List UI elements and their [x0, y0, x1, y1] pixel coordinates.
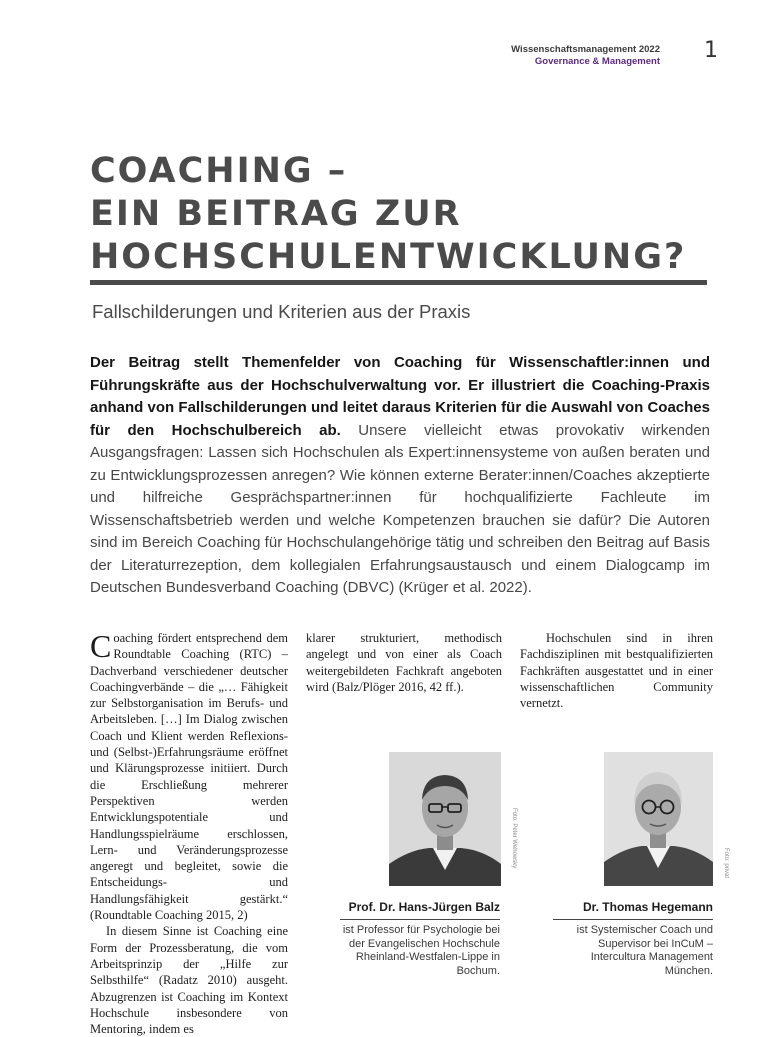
- body-paragraph: In diesem Sinne ist Coaching eine Form der Prozessberatung, die vom Arbeitsprinzip der „Hilfe zur Selbsthilfe“ (Radatz 2010) ausgeht. Abzugrenzen ist Coaching im Kontext Hochschule insbesondere von Mentoring, indem es: [90, 924, 288, 1037]
- section-name: Governance & Management: [534, 56, 660, 67]
- drop-cap: C: [90, 628, 112, 664]
- author-name: Prof. Dr. Hans-Jürgen Balz: [340, 900, 500, 920]
- author-bio-balz: [340, 900, 500, 978]
- author-description: ist Professor für Psychologie bei der Evangelischen Hochschule Rheinland-Westfalen-Lippe in Bochum.: [342, 924, 500, 977]
- author-name: Dr. Thomas Hegemann: [553, 900, 713, 920]
- lead-regular-text: Unsere vielleicht etwas provokativ wirkenden Ausgangsfragen: Lassen sich Hochschulen als Expert:innensysteme von außen beraten und zu Entwicklungsprozessen anregen? Wie können externe Berater:innen/Coaches akzeptierte und hilfreiche Gesprächspartner:innen für hochqualifizierte Fachleute im Wissenschaftsbetrieb werden und welche Kompetenzen brauchen sie dafür? Die Autoren sind im Bereich Coaching für Hochschulangehörige tätig und schreiben den Beitrag auf Basis der Literaturrezeption, dem kollegialen Erfahrungsaustausch und einem Dialogcamp im Deutschen Bundesverband Coaching (DBVC) (Krüger et al. 2022).: [90, 421, 711, 596]
- title-line-3: HOCHSCHULENTWICKLUNG?: [90, 237, 687, 277]
- author-photo-hegemann: [604, 752, 713, 886]
- body-column-3: [520, 630, 713, 711]
- page-number: 1: [704, 38, 718, 63]
- author-photo-balz: [389, 752, 501, 886]
- author-description: ist Systemischer Coach und Supervisor bei InCuM – Intercultura Management München.: [576, 924, 713, 977]
- article-title: [90, 150, 730, 279]
- lead-bold-text: Der Beitrag stellt Themenfelder von Coaching für Wissenschaftler:innen und Führungskräfte aus der Hochschulverwaltung vor. Er illustriert die Coaching-Praxis anhand von Fallschilderungen und leitet daraus Kriterien für die Auswahl von Coaches für den Hochschulbereich ab.: [90, 354, 710, 439]
- article-subtitle: Fallschilderungen und Kriterien aus der Praxis: [92, 301, 471, 322]
- body-paragraph: Hochschulen sind in ihren Fachdisziplinen mit bestqualifizierten Fachkräften ausgestattet und in einer wissenschaftlichen Community vernetzt.: [520, 631, 713, 711]
- magazine-name: Wissenschaftsmanagement 2022: [511, 44, 660, 55]
- author-bio-hegemann: [553, 900, 713, 978]
- title-divider: [90, 280, 707, 285]
- title-line-1: COACHING –: [90, 151, 348, 191]
- photo-credit: Foto: Peter Wehowsky: [511, 808, 517, 869]
- photo-credit: Foto: privat: [723, 848, 729, 879]
- running-header: [511, 44, 660, 68]
- body-text: oaching fördert entsprechend dem Roundtable Coaching (RTC) – Dachverband verschiedener deutscher Coachingverbände – die „… Fähigkeit zur Selbstorganisation im Berufs- und Arbeitsleben. […] Im Dialog zwischen Coach und Klient werden Reflexions- und (Selbst-)Erfahrungsräume eröffnet und Klärungsprozesse initiiert. Durch die Erschließung mehrerer Perspektiven werden Entwicklungspotentiale und Handlungsspielräume erschlossen, Lern- und Veränderungsprozesse angeregt und begleitet, sowie die Entscheidungs- und Handlungsfähigkeit gestärkt.“ (Roundtable Coaching 2015, 2): [90, 631, 288, 923]
- body-column-1: [90, 630, 288, 1037]
- body-paragraph: [90, 630, 288, 923]
- lead-paragraph: [90, 352, 710, 600]
- title-line-2: EIN BEITRAG ZUR: [90, 194, 462, 234]
- body-column-2: [306, 630, 502, 695]
- body-paragraph: klarer strukturiert, methodisch angelegt und von einer als Coach weitergebildeten Fachkraft angeboten wird (Balz/Plöger 2016, 42 ff.).: [306, 631, 502, 694]
